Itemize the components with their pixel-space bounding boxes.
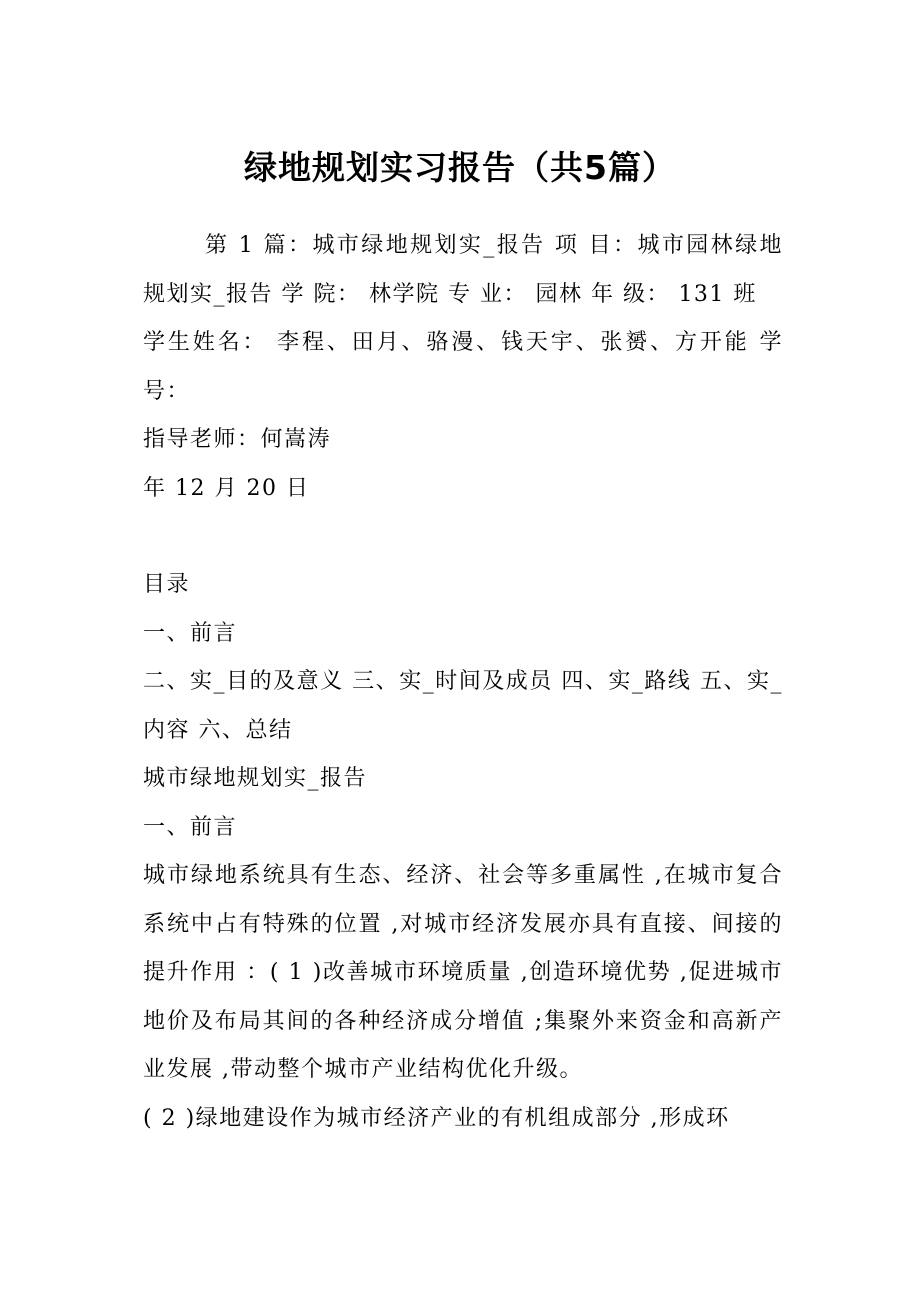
section-heading-preface: 一、前言 (143, 814, 238, 840)
student-names-paragraph: 学生姓名： 李程、田月、骆漫、钱天宇、张赟、方开能 学号： (143, 330, 783, 404)
body-paragraph: 城市绿地系统具有生态、经济、社会等多重属性 ,在城市复合系统中占有特殊的位置 ,对城市经济发展亦具有直接、间接的提升作用 ：( 1 )改善城市环境质量 ,创造环境优势 ,促进城市地价及布局其间的各种经济成分增值 ;集聚外来资金和高新产业发展 ,带动整个城市产业结构优化升级。 (143, 863, 783, 1082)
document-title: 绿地规划实习报告（共5篇） (244, 148, 676, 187)
report-heading: 城市绿地规划实_报告 (143, 766, 368, 791)
advisor-paragraph: 指导老师：何嵩涛 (143, 427, 332, 452)
document-body (143, 222, 783, 1143)
toc-item-preface: 一、前言 (143, 620, 238, 646)
body-paragraph: ( 2 )绿地建设作为城市经济产业的有机组成部分 ,形成环 (143, 1105, 730, 1131)
toc-items-paragraph: 二、实_目的及意义 三、实_时间及成员 四、实_路线 五、实_内容 六、总结 (143, 669, 783, 743)
cover-info-paragraph: 第 1 篇：城市绿地规划实_报告 项 目：城市园林绿地规划实_报告 学 院： 林学院 专 业： 园林 年 级： 131 班 (143, 233, 783, 307)
date-paragraph: 年 12 月 20 日 (143, 475, 310, 501)
toc-heading: 目录 (143, 572, 191, 597)
